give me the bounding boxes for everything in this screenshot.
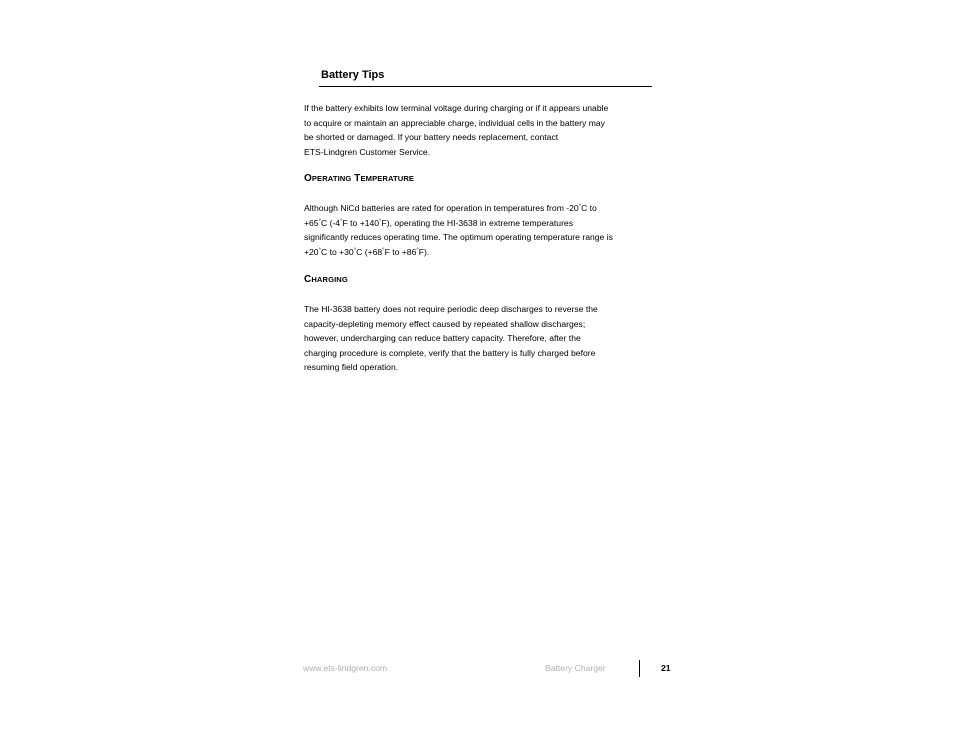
charging-paragraph [304, 302, 664, 375]
footer-document-title: Battery Charger [545, 663, 606, 673]
intro-line: If the battery exhibits low terminal voltage during charging or if it appears unable [304, 103, 609, 113]
paragraph-line: capacity-depleting memory effect caused by repeated shallow discharges; [304, 318, 586, 329]
intro-paragraph [304, 101, 664, 159]
paragraph-line: Although NiCd batteries are rated for operation in temperatures from -20°C to [304, 203, 597, 213]
paragraph-line: significantly reduces operating time. The optimum operating temperature range is [304, 232, 613, 243]
paragraph-line: however, undercharging can reduce battery capacity. Therefore, after the [304, 333, 581, 344]
footer-website: www.ets-lindgren.com [303, 663, 388, 673]
charging-title: CHARGING [304, 274, 348, 285]
section-heading [319, 68, 652, 87]
paragraph-line: +65°C (-4°F to +140°F), operating the HI-3638 in extreme temperatures [304, 217, 574, 228]
paragraph-line: charging procedure is complete, verify that the battery is fully charged before [304, 347, 596, 358]
operating-temperature-paragraph [304, 201, 664, 259]
footer-divider [639, 660, 640, 677]
operating-temperature-title: OPERATING TEMPERATURE [304, 173, 415, 184]
intro-line: to acquire or maintain an appreciable charge, individual cells in the battery may [304, 117, 605, 128]
page-number: 21 [661, 663, 671, 673]
intro-line: ETS-Lindgren Customer Service. [304, 146, 431, 157]
paragraph-line: resuming field operation. [304, 362, 399, 373]
paragraph-line: The HI-3638 battery does not require periodic deep discharges to reverse the [304, 304, 598, 314]
section-heading-text: Battery Tips [321, 69, 385, 81]
intro-line: be shorted or damaged. If your battery needs replacement, contact [304, 132, 559, 143]
paragraph-line: +20°C to +30°C (+68°F to +86°F). [304, 246, 430, 257]
